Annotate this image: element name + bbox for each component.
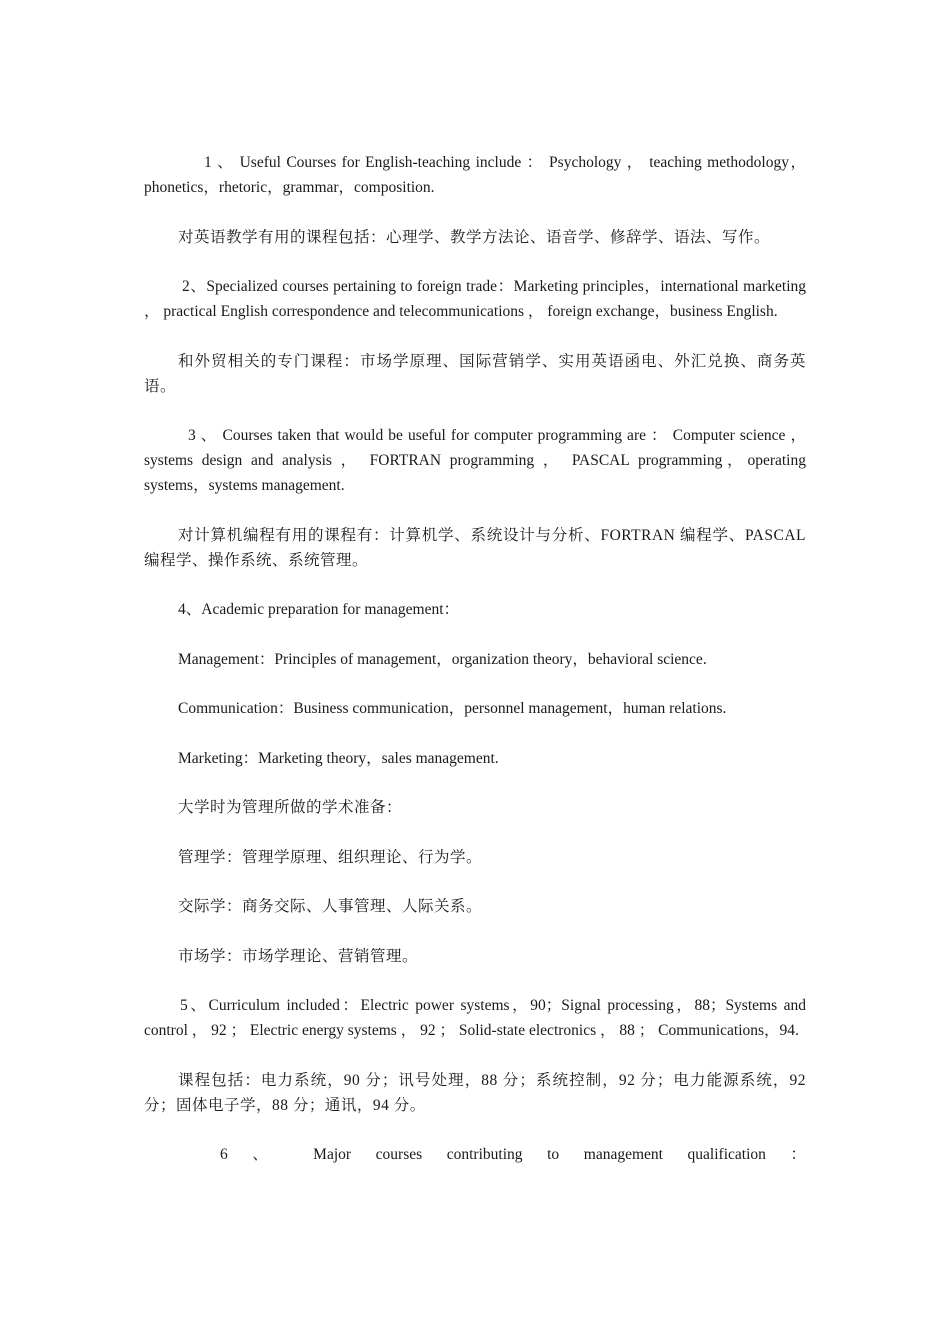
paragraph-3-english: 3 、 Courses taken that would be useful for computer programming are ： Computer science ， systems design and analysis ， FORTRAN programming ， PASCAL programming，operating systems，systems management.: [144, 427, 806, 494]
paragraph-4-management-chinese: 管理学：管理学原理、组织理论、行为学。: [178, 848, 483, 866]
paragraph-4-marketing: Marketing：Marketing theory，sales management.: [178, 749, 499, 767]
paragraph-3-chinese: 对计算机编程有用的课程有：计算机学、系统设计与分析、FORTRAN 编程学、PASCAL 编程学、操作系统、系统管理。: [144, 526, 806, 569]
paragraph-2-english: 2、Specialized courses pertaining to foreign trade：Marketing principles，international marketing ， practical English correspondence and telecommunications ， foreign exchange，business English.: [144, 278, 806, 320]
paragraph-4-management: Management：Principles of management，organization theory，behavioral science.: [178, 650, 707, 668]
paragraph-4-marketing-chinese: 市场学：市场学理论、营销管理。: [178, 947, 419, 965]
paragraph-5-chinese: 课程包括：电力系统，90 分；讯号处理，88 分；系统控制，92 分；电力能源系统，92 分；固体电子学，88 分；通讯，94 分。: [144, 1071, 806, 1114]
paragraph-6-english: 6 、 Major courses contributing to management qualification ：: [220, 1146, 806, 1163]
paragraph-2-chinese: 和外贸相关的专门课程：市场学原理、国际营销学、实用英语函电、外汇兑换、商务英语。: [144, 352, 806, 395]
paragraph-1-chinese: 对英语教学有用的课程包括：心理学、教学方法论、语音学、修辞学、语法、写作。: [178, 228, 771, 246]
paragraph-4-heading-chinese: 大学时为管理所做的学术准备：: [178, 799, 403, 816]
paragraph-4-communication-chinese: 交际学：商务交际、人事管理、人际关系。: [178, 898, 483, 915]
paragraph-4-heading: 4、Academic preparation for management：: [178, 601, 460, 618]
paragraph-1-english: 1 、 Useful Courses for English-teaching include ： Psychology ， teaching methodology，phonetics，rhetoric，grammar，composition.: [144, 154, 806, 196]
document-body: [144, 150, 806, 1192]
paragraph-5-english: 5、Curriculum included：Electric power systems，90；Signal processing，88；Systems and control ， 92 ； Electric energy systems ， 92 ； Solid-state electronics ， 88 ； Communications，94.: [144, 997, 806, 1039]
paragraph-4-communication: Communication：Business communication，personnel management，human relations.: [178, 700, 727, 717]
